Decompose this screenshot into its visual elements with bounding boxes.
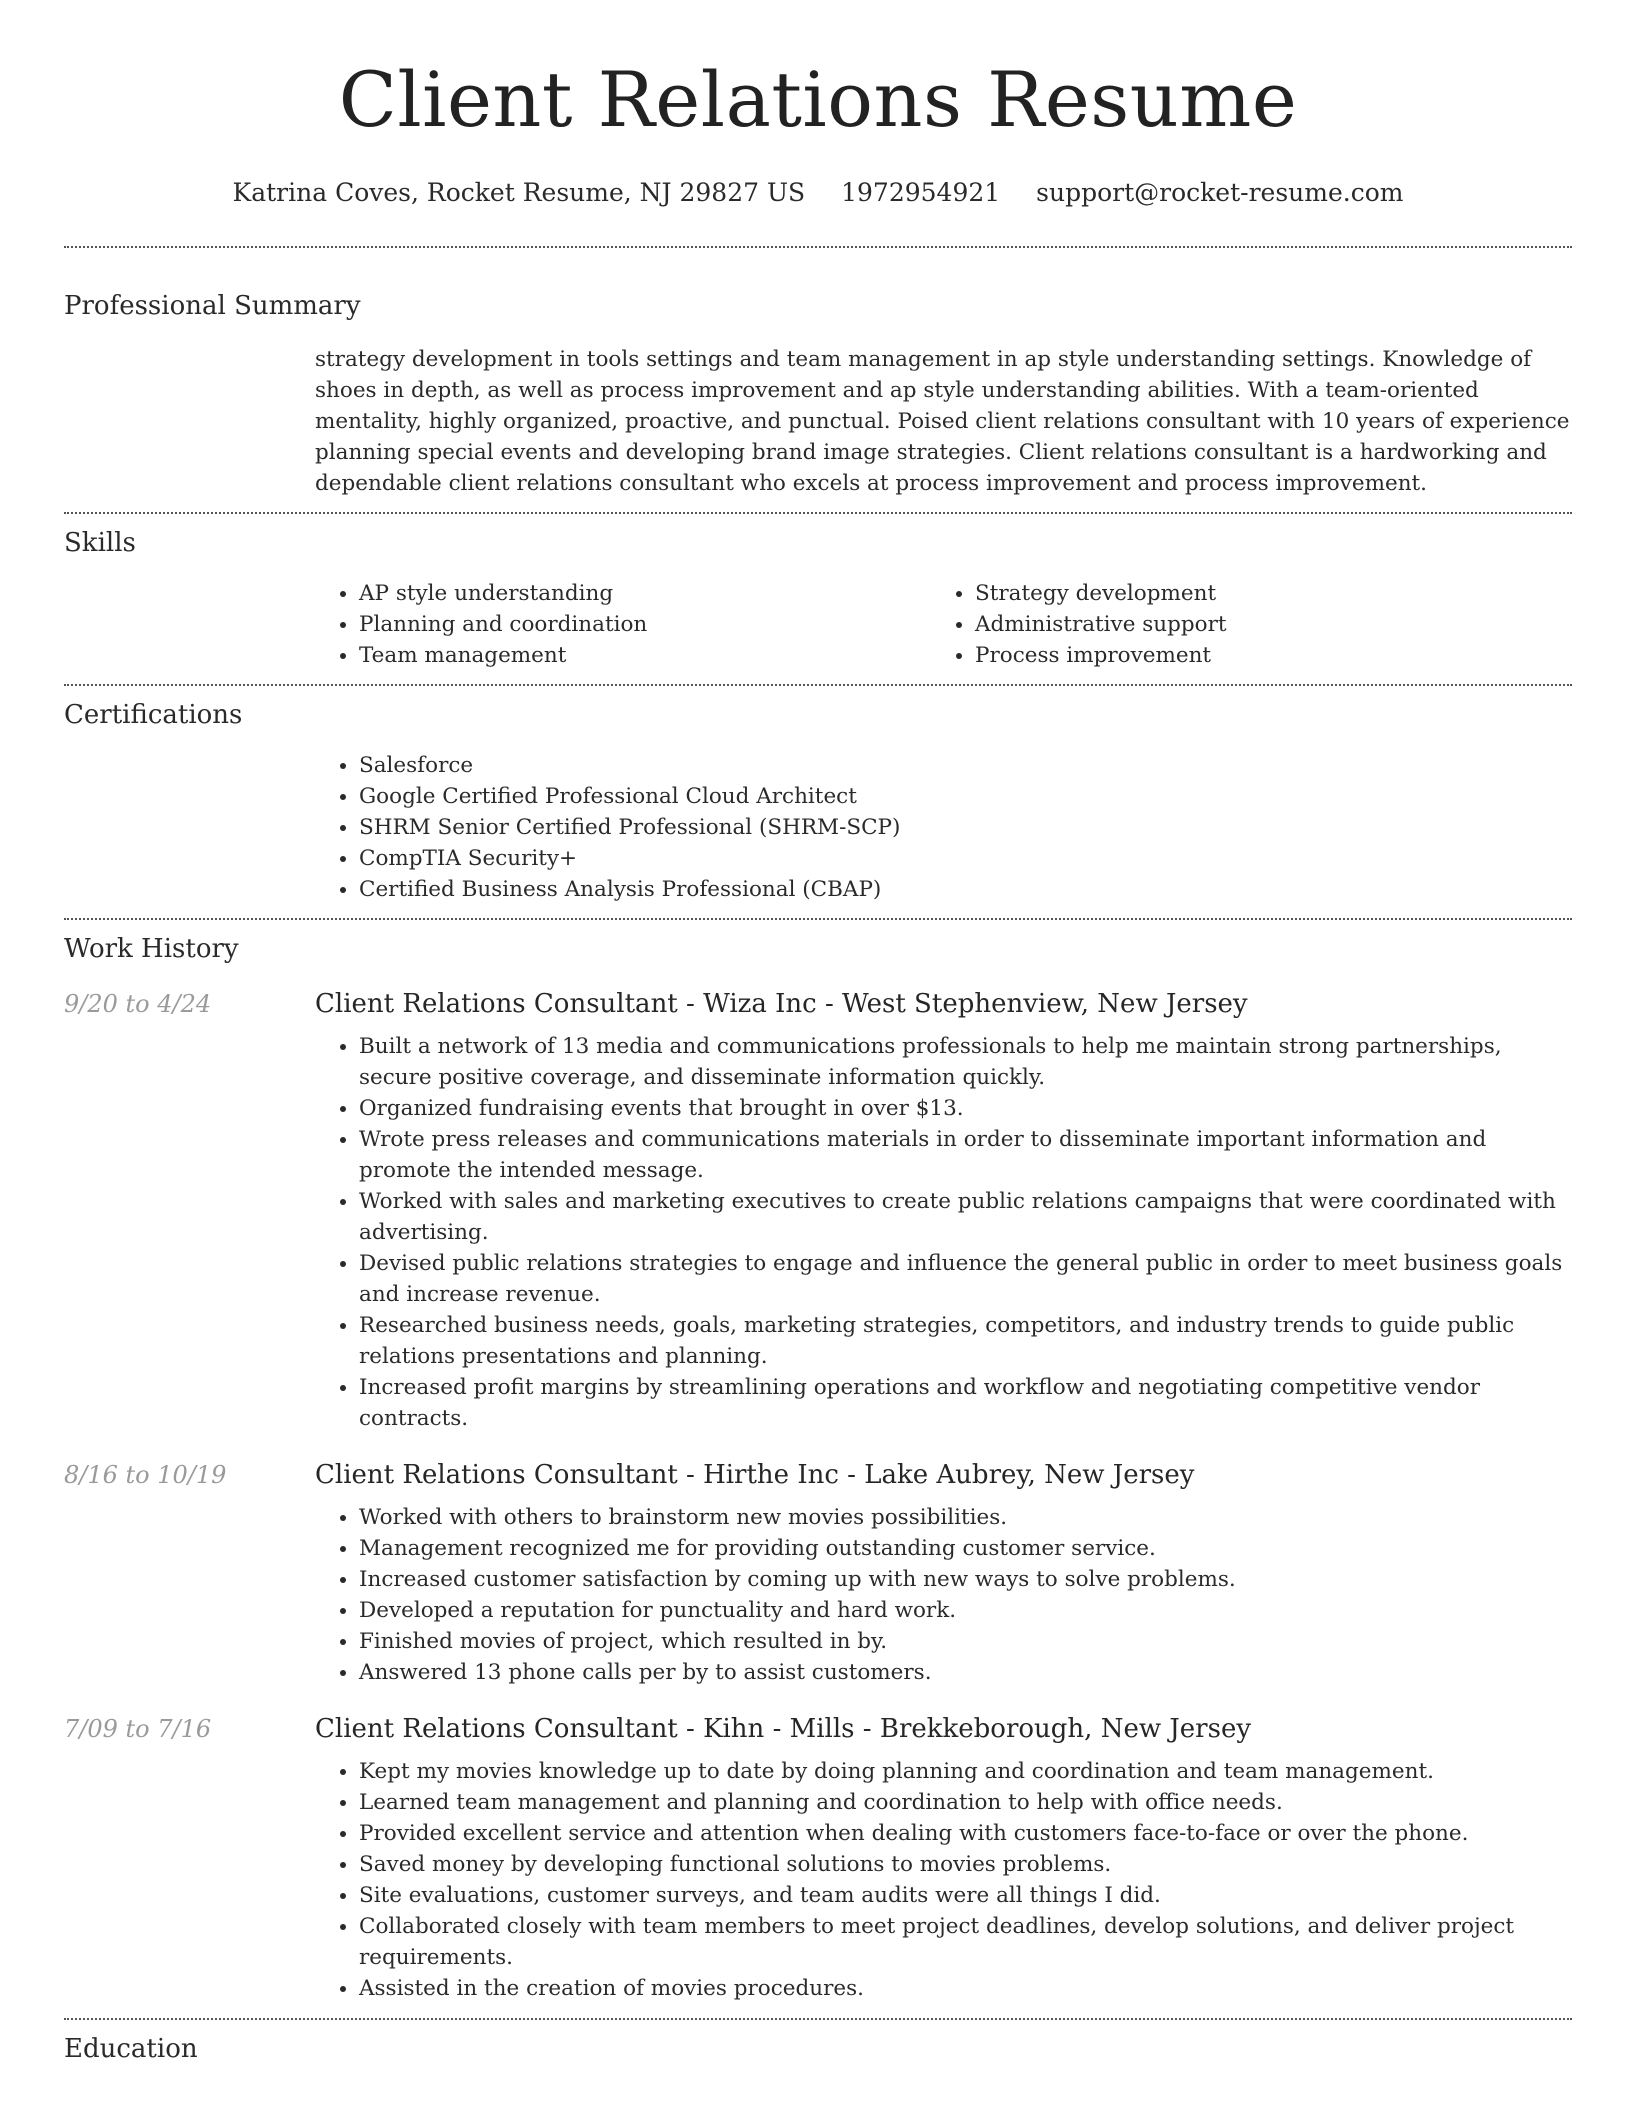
job-bullets [315,1031,1572,1434]
job-bullet: • Finished movies of project, which resulted in by. [359,1626,1572,1657]
job-bullet: • Wrote press releases and communications materials in order to disseminate important information and promote the intended message. [359,1124,1572,1186]
job-bullet: • Saved money by developing functional solutions to movies problems. [359,1849,1572,1880]
contact-phone: 1972954921 [841,178,1001,207]
divider [64,2018,1572,2020]
job-bullet: • Worked with others to brainstorm new movies possibilities. [359,1502,1572,1533]
job-bullet: • Developed a reputation for punctuality and hard work. [359,1595,1572,1626]
skill-item: • Team management [359,640,931,671]
skill-item: • Administrative support [975,609,1572,640]
skill-item: • Strategy development [975,578,1572,609]
contact-line [64,176,1572,210]
job-bullet: • Organized fundraising events that brought in over $13. [359,1093,1572,1124]
summary-text: strategy development in tools settings and team management in ap style understanding settings. Knowledge of shoes in depth, as well as process improvement and ap style understanding abilities. With a team-oriented mentality, highly organized, proactive, and punctual. Poised client relations consultant with 10 years of experience planning special events and developing brand image strategies. Client relations consultant is a hardworking and dependable client relations consultant who excels at process improvement and process improvement. [315,347,1570,496]
section-title-skills: Skills [64,528,136,558]
section-title-education: Education [64,2034,198,2064]
job-bullet: • Researched business needs, goals, marketing strategies, competitors, and industry trends to guide public relations presentations and planning. [359,1310,1572,1372]
skill-item: • AP style understanding [359,578,931,609]
section-title-summary: Professional Summary [64,291,361,321]
section-title-certifications: Certifications [64,700,243,730]
skill-item: • Process improvement [975,640,1572,671]
divider [64,512,1572,514]
job-bullets [315,1502,1572,1688]
job-dates: 9/20 to 4/24 [64,990,212,1018]
job-dates: 7/09 to 7/16 [64,1715,212,1743]
section-title-work-history: Work History [64,934,239,964]
job-dates: 8/16 to 10/19 [64,1461,227,1489]
job-bullet: • Answered 13 phone calls per by to assist customers. [359,1657,1572,1688]
skill-item: • Planning and coordination [359,609,931,640]
job-header [64,1460,1572,1490]
skills-list [315,578,1572,671]
certification-item: • Salesforce [359,750,1572,781]
certification-item: • SHRM Senior Certified Professional (SHRM-SCP) [359,812,1572,843]
job-bullets [315,1756,1572,2004]
divider [64,684,1572,686]
skills-column-right [931,578,1572,671]
job-title: Client Relations Consultant - Kihn - Mills - Brekkeborough, New Jersey [315,1714,1252,1744]
job-bullet: • Assisted in the creation of movies procedures. [359,1973,1572,2004]
job-title: Client Relations Consultant - Hirthe Inc - Lake Aubrey, New Jersey [315,1460,1195,1490]
job-bullet: • Increased customer satisfaction by coming up with new ways to solve problems. [359,1564,1572,1595]
divider [64,918,1572,920]
skills-column-left [315,578,931,671]
certification-item: • Google Certified Professional Cloud Architect [359,781,1572,812]
certifications-list [315,750,1572,905]
job-header [64,989,1572,1019]
job-bullet: • Collaborated closely with team members to meet project deadlines, develop solutions, and deliver project requirements. [359,1911,1572,1973]
job-bullet: • Provided excellent service and attention when dealing with customers face-to-face or over the phone. [359,1818,1572,1849]
job-bullet: • Devised public relations strategies to engage and influence the general public in order to meet business goals and increase revenue. [359,1248,1572,1310]
job-bullet: • Management recognized me for providing outstanding customer service. [359,1533,1572,1564]
contact-email: support@rocket-resume.com [1036,178,1404,207]
job-bullet: • Site evaluations, customer surveys, and team audits were all things I did. [359,1880,1572,1911]
job-title: Client Relations Consultant - Wiza Inc - West Stephenview, New Jersey [315,989,1248,1019]
job-header [64,1714,1572,1744]
certification-item: • Certified Business Analysis Professional (CBAP) [359,874,1572,905]
divider [64,246,1572,248]
certification-item: • CompTIA Security+ [359,843,1572,874]
job-bullet: • Built a network of 13 media and communications professionals to help me maintain strong partnerships, secure positive coverage, and disseminate information quickly. [359,1031,1572,1093]
job-bullet: • Worked with sales and marketing executives to create public relations campaigns that were coordinated with advertising. [359,1186,1572,1248]
resume-page [64,0,1572,2067]
contact-address: Katrina Coves, Rocket Resume, NJ 29827 US [232,178,806,207]
job-bullet: • Learned team management and planning and coordination to help with office needs. [359,1787,1572,1818]
job-bullet: • Kept my movies knowledge up to date by doing planning and coordination and team management. [359,1756,1572,1787]
job-bullet: • Increased profit margins by streamlining operations and workflow and negotiating competitive vendor contracts. [359,1372,1572,1434]
resume-title: Client Relations Resume [338,55,1298,144]
